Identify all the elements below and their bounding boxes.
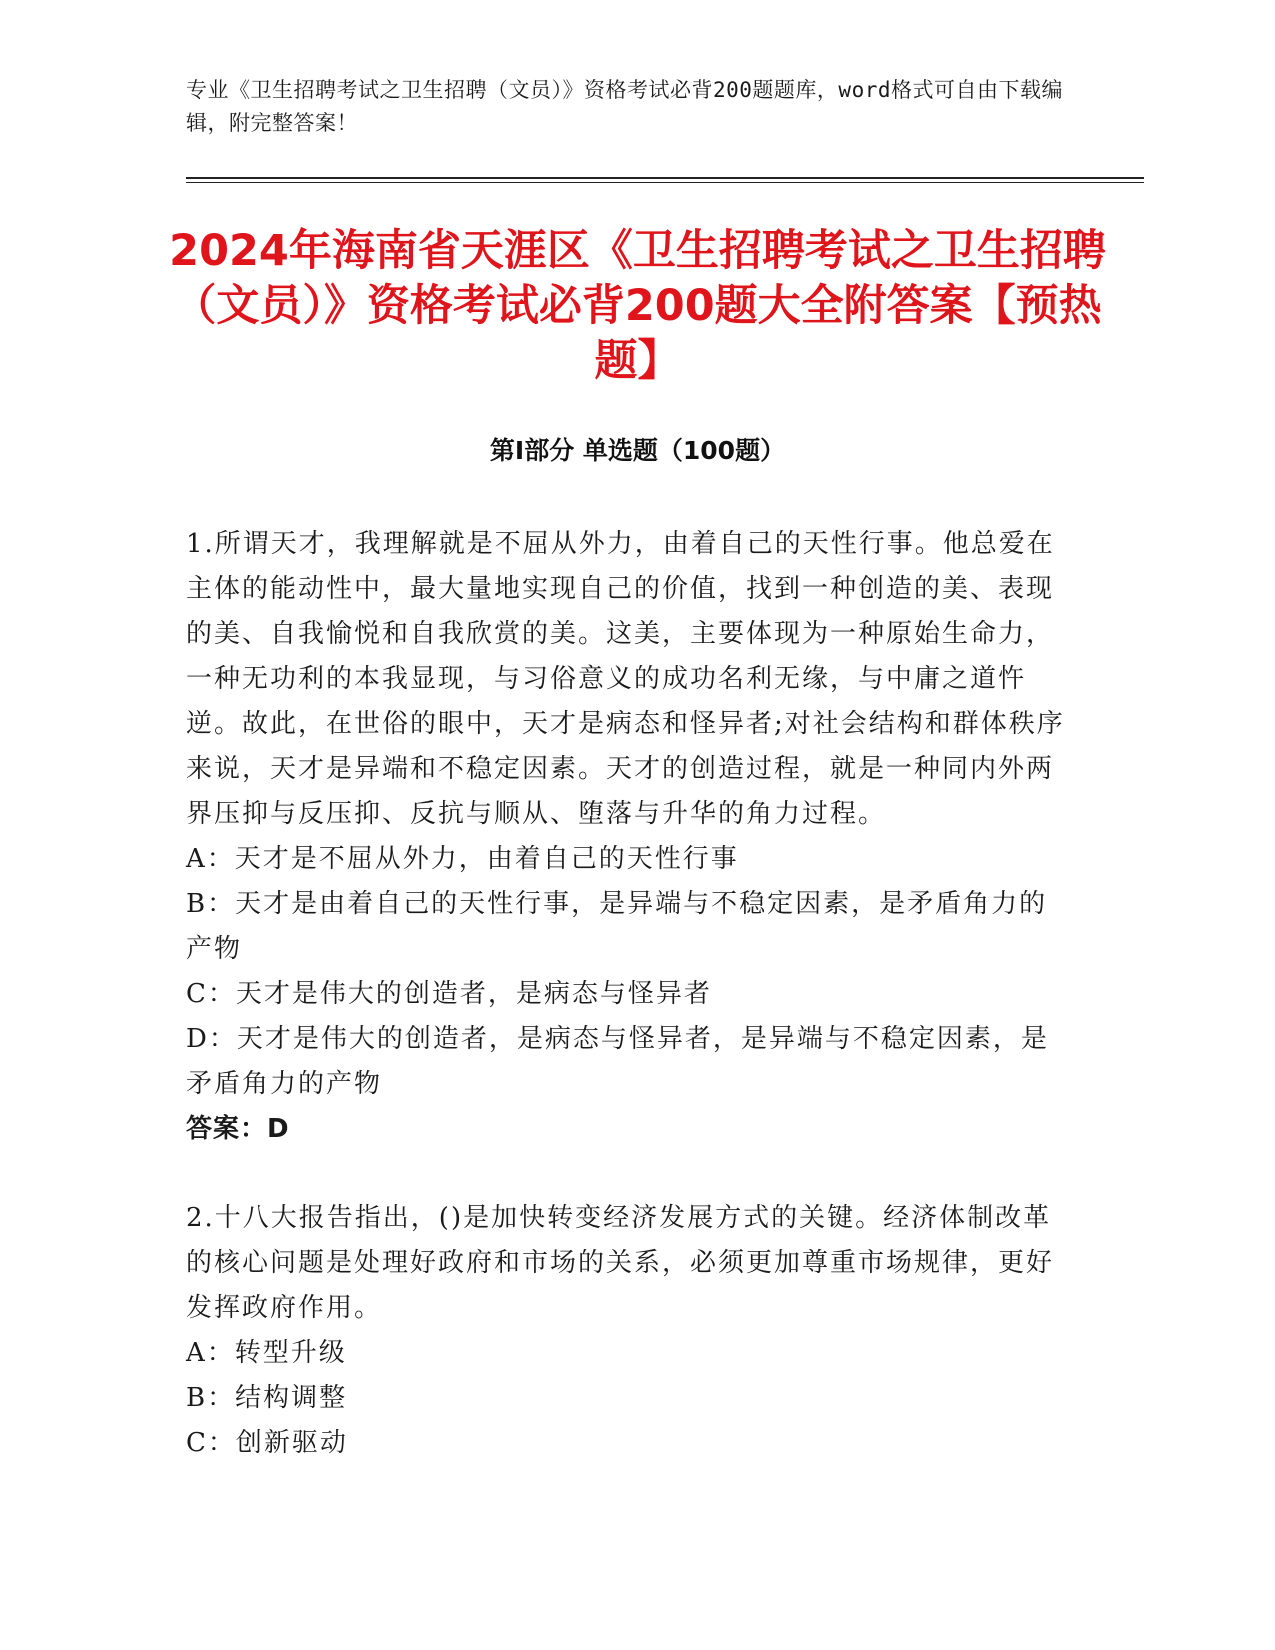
answer-label: 答案：D [186,1114,290,1144]
question-stem: 1.所谓天才，我理解就是不屈从外力，由着自己的天性行事。他总爱在主体的能动性中，最大量地实现自己的价值，找到一种创造的美、表现的美、自我愉悦和自我欣赏的美。这美，主要体现为一种原始生命力，一种无功利的本我显现，与习俗意义的成功名利无缘，与中庸之道忤逆。故此，在世俗的眼中，天才是病态和怪异者;对社会结构和群体秩序来说，天才是异端和不稳定因素。天才的创造过程，就是一种同内外两界压抑与反压抑、反抗与顺从、堕落与升华的角力过程。 [186,529,1065,829]
option-a: A：天才是不屈从外力，由着自己的天性行事 [186,844,739,874]
header-divider-thick [186,177,1144,179]
option-a: A：转型升级 [186,1338,347,1368]
section-title: 第I部分 单选题（100题） [489,436,786,465]
option-c: C：天才是伟大的创造者，是病态与怪异者 [186,979,712,1009]
document-title: 2024年海南省天涯区《卫生招聘考试之卫生招聘（文员）》资格考试必背200题大全附答案【预热题】 [169,226,1106,386]
question-2 [186,1196,1066,1466]
option-d: D：天才是伟大的创造者，是病态与怪异者，是异端与不稳定因素，是矛盾角力的产物 [186,1024,1049,1099]
header-divider-thin [186,182,1144,183]
option-b: B：天才是由着自己的天性行事，是异端与不稳定因素，是矛盾角力的产物 [186,889,1048,964]
header-note: 专业《卫生招聘考试之卫生招聘（文员）》资格考试必背200题题库，word格式可自由下载编辑，附完整答案！ [186,78,1063,135]
question-stem: 2.十八大报告指出，()是加快转变经济发展方式的关键。经济体制改革的核心问题是处理好政府和市场的关系，必须更加尊重市场规律，更好发挥政府作用。 [186,1203,1055,1323]
question-1 [186,522,1066,1152]
option-c: C：创新驱动 [186,1428,348,1458]
option-b: B：结构调整 [186,1383,348,1413]
